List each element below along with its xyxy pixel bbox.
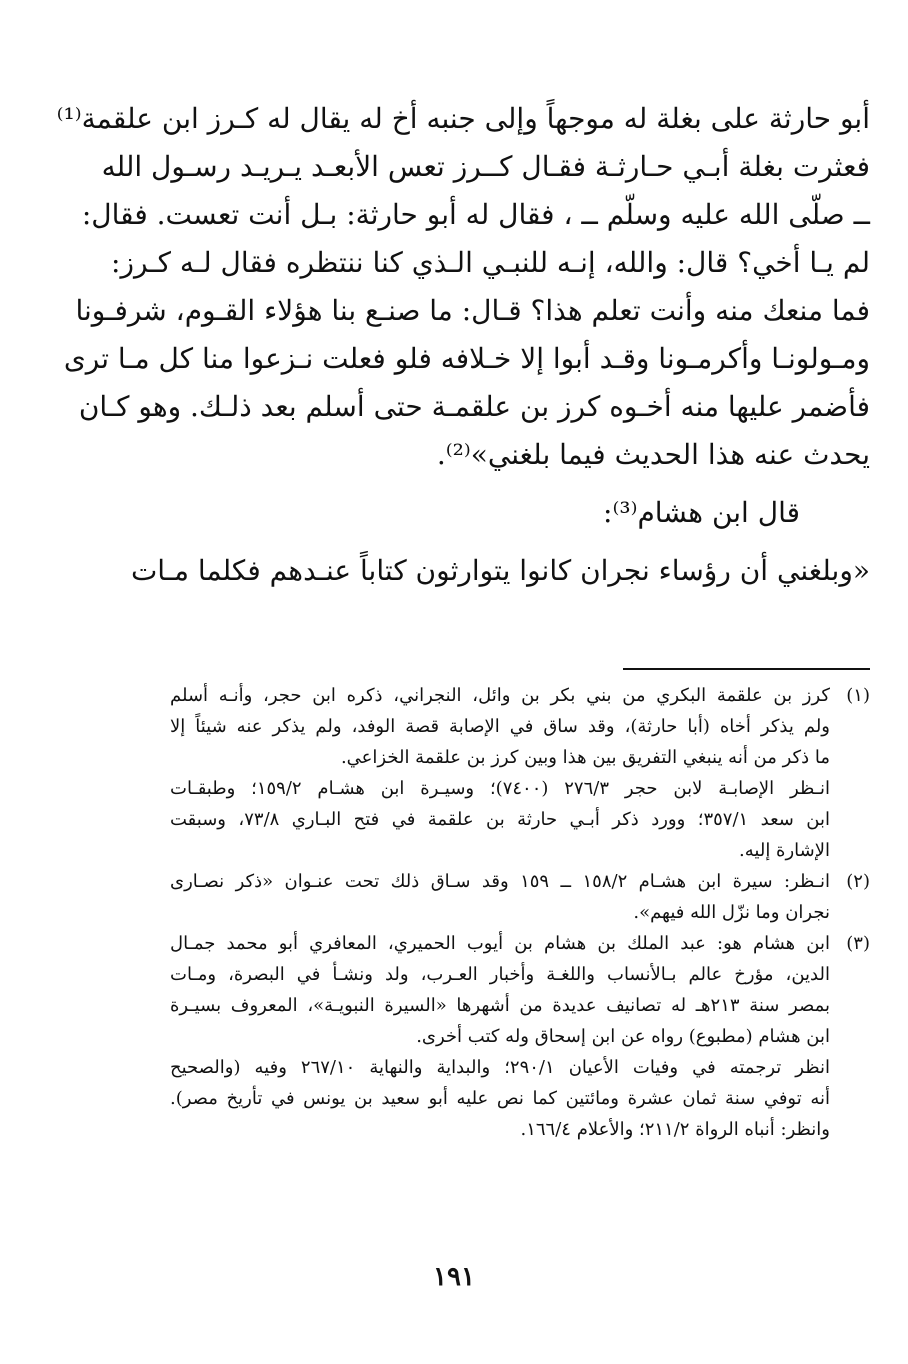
footnote-line: ولم يذكر أخاه (أبا حارثة)، وقد ساق في الإصابة قصة الوفد، ولم يذكر عنه شيئاً إلا xyxy=(170,716,830,737)
footnote-line: وانظر: أنباه الرواة ٢١١/٢؛ والأعلام ١٦٦/٤. xyxy=(520,1119,830,1140)
footnote-number: (٢) xyxy=(846,871,870,892)
paragraph-gap xyxy=(165,479,870,489)
footnote-number: (١) xyxy=(846,685,870,706)
footnote xyxy=(170,680,870,866)
footnote-line: نجران وما نزّل الله فيهم». xyxy=(633,902,830,923)
text-line: فأضمر عليها منه أخـوه كرز بن علقمـة حتى أسلم بعد ذلـك. وهو كـان xyxy=(78,390,870,423)
main-text xyxy=(56,95,870,595)
text-line: يحدث عنه هذا الحديث فيما بلغني»⁽²⁾. xyxy=(436,438,870,471)
footnote-line: كرز بن علقمة البكري من بني بكر بن وائل، النجراني، ذكره ابن حجر، وأنـه أسلم xyxy=(170,685,830,706)
footnote-line: انظر ترجمته في وفيات الأعيان ٢٩٠/١؛ والبداية والنهاية ٢٦٧/١٠ وفيه (والصحيح xyxy=(170,1057,830,1078)
footnote-body xyxy=(170,928,830,1145)
footnote-number: (٣) xyxy=(846,933,870,954)
footnote-line: بمصر سنة ٢١٣هـ له تصانيف عديدة من أشهرها «السيرة النبويـة»، المعروف بسيـرة xyxy=(170,995,830,1016)
footnote-line: انـظر الإصابـة لابن حجر ٢٧٦/٣ (٧٤٠٠)؛ وسيـرة ابن هشـام ١٥٩/٢؛ وطبقـات xyxy=(170,778,831,799)
text-line: لم يـا أخي؟ قال: والله، إنـه للنبـي الـذي كنا ننتظره فقال لـه كـرز: xyxy=(111,246,870,279)
section-heading: قال ابن هشام⁽³⁾: xyxy=(603,496,800,529)
footnote-line: ابن سعد ٣٥٧/١؛ وورد ذكر أبـي حارثة بن علقمة في فتح البـاري ٧٣/٨، وسبقت xyxy=(170,809,830,830)
footnote-body xyxy=(170,866,830,928)
text-line: أبو حارثة على بغلة له موجهاً وإلى جنبه أخ له يقال له كـرز ابن علقمة⁽¹⁾ xyxy=(56,102,870,135)
text-line: فما منعك منه وأنت تعلم هذا؟ قـال: ما صنـع بنا هؤلاء القـوم، شرفـونا xyxy=(75,294,870,327)
footnote xyxy=(170,928,870,1145)
footnote-line: أنه توفي سنة ثمان عشرة ومائتين كما نص عليه أبو سعيد بن يونس في تأريخ مصر). xyxy=(170,1088,830,1109)
text-line: فعثرت بغلة أبـي حـارثـة فقـال كــرز تعس الأبعـد يـريـد رسـول الله xyxy=(101,150,870,183)
paragraph-gap xyxy=(165,537,870,547)
footnotes xyxy=(170,680,870,1145)
text-line: ــ صلّى الله عليه وسلّم ــ ، فقال له أبو حارثة: بـل أنت تعست. فقال: xyxy=(81,198,870,231)
footnote-body xyxy=(170,680,830,866)
footnote-line: ما ذكر من أنه ينبغي التفريق بين هذا وبين كرز بن علقمة الخزاعي. xyxy=(340,747,830,768)
footnote-line: انـظر: سيرة ابن هشـام ١٥٨/٢ ــ ١٥٩ وقد سـاق ذلك تحت عنـوان «ذكر نصـارى xyxy=(170,871,830,892)
text-line: «وبلغني أن رؤساء نجران كانوا يتوارثون كتاباً عنـدهم فكلما مـات xyxy=(130,554,870,587)
footnote-line: ابن هشام هو: عبد الملك بن هشام بن أيوب الحميري، المعافري أبو محمد جمـال xyxy=(170,933,830,954)
footnote xyxy=(170,866,870,928)
footnote-line: الإشارة إليه. xyxy=(739,840,830,861)
text-line: ومـولونـا وأكرمـونا وقـد أبوا إلا خـلافه فلو فعلت نـزعوا منا كل مـا ترى xyxy=(63,342,870,375)
footnote-divider xyxy=(623,668,870,670)
footnote-line: الدين، مؤرخ عالم بـالأنساب واللغـة وأخبار العـرب، ولد ونشـأ في البصرة، ومـات xyxy=(170,964,830,985)
footnote-line: ابن هشام (مطبوع) رواه عن ابن إسحاق وله كتب أخرى. xyxy=(416,1026,830,1047)
page-number: ١٩١ xyxy=(433,1262,475,1292)
